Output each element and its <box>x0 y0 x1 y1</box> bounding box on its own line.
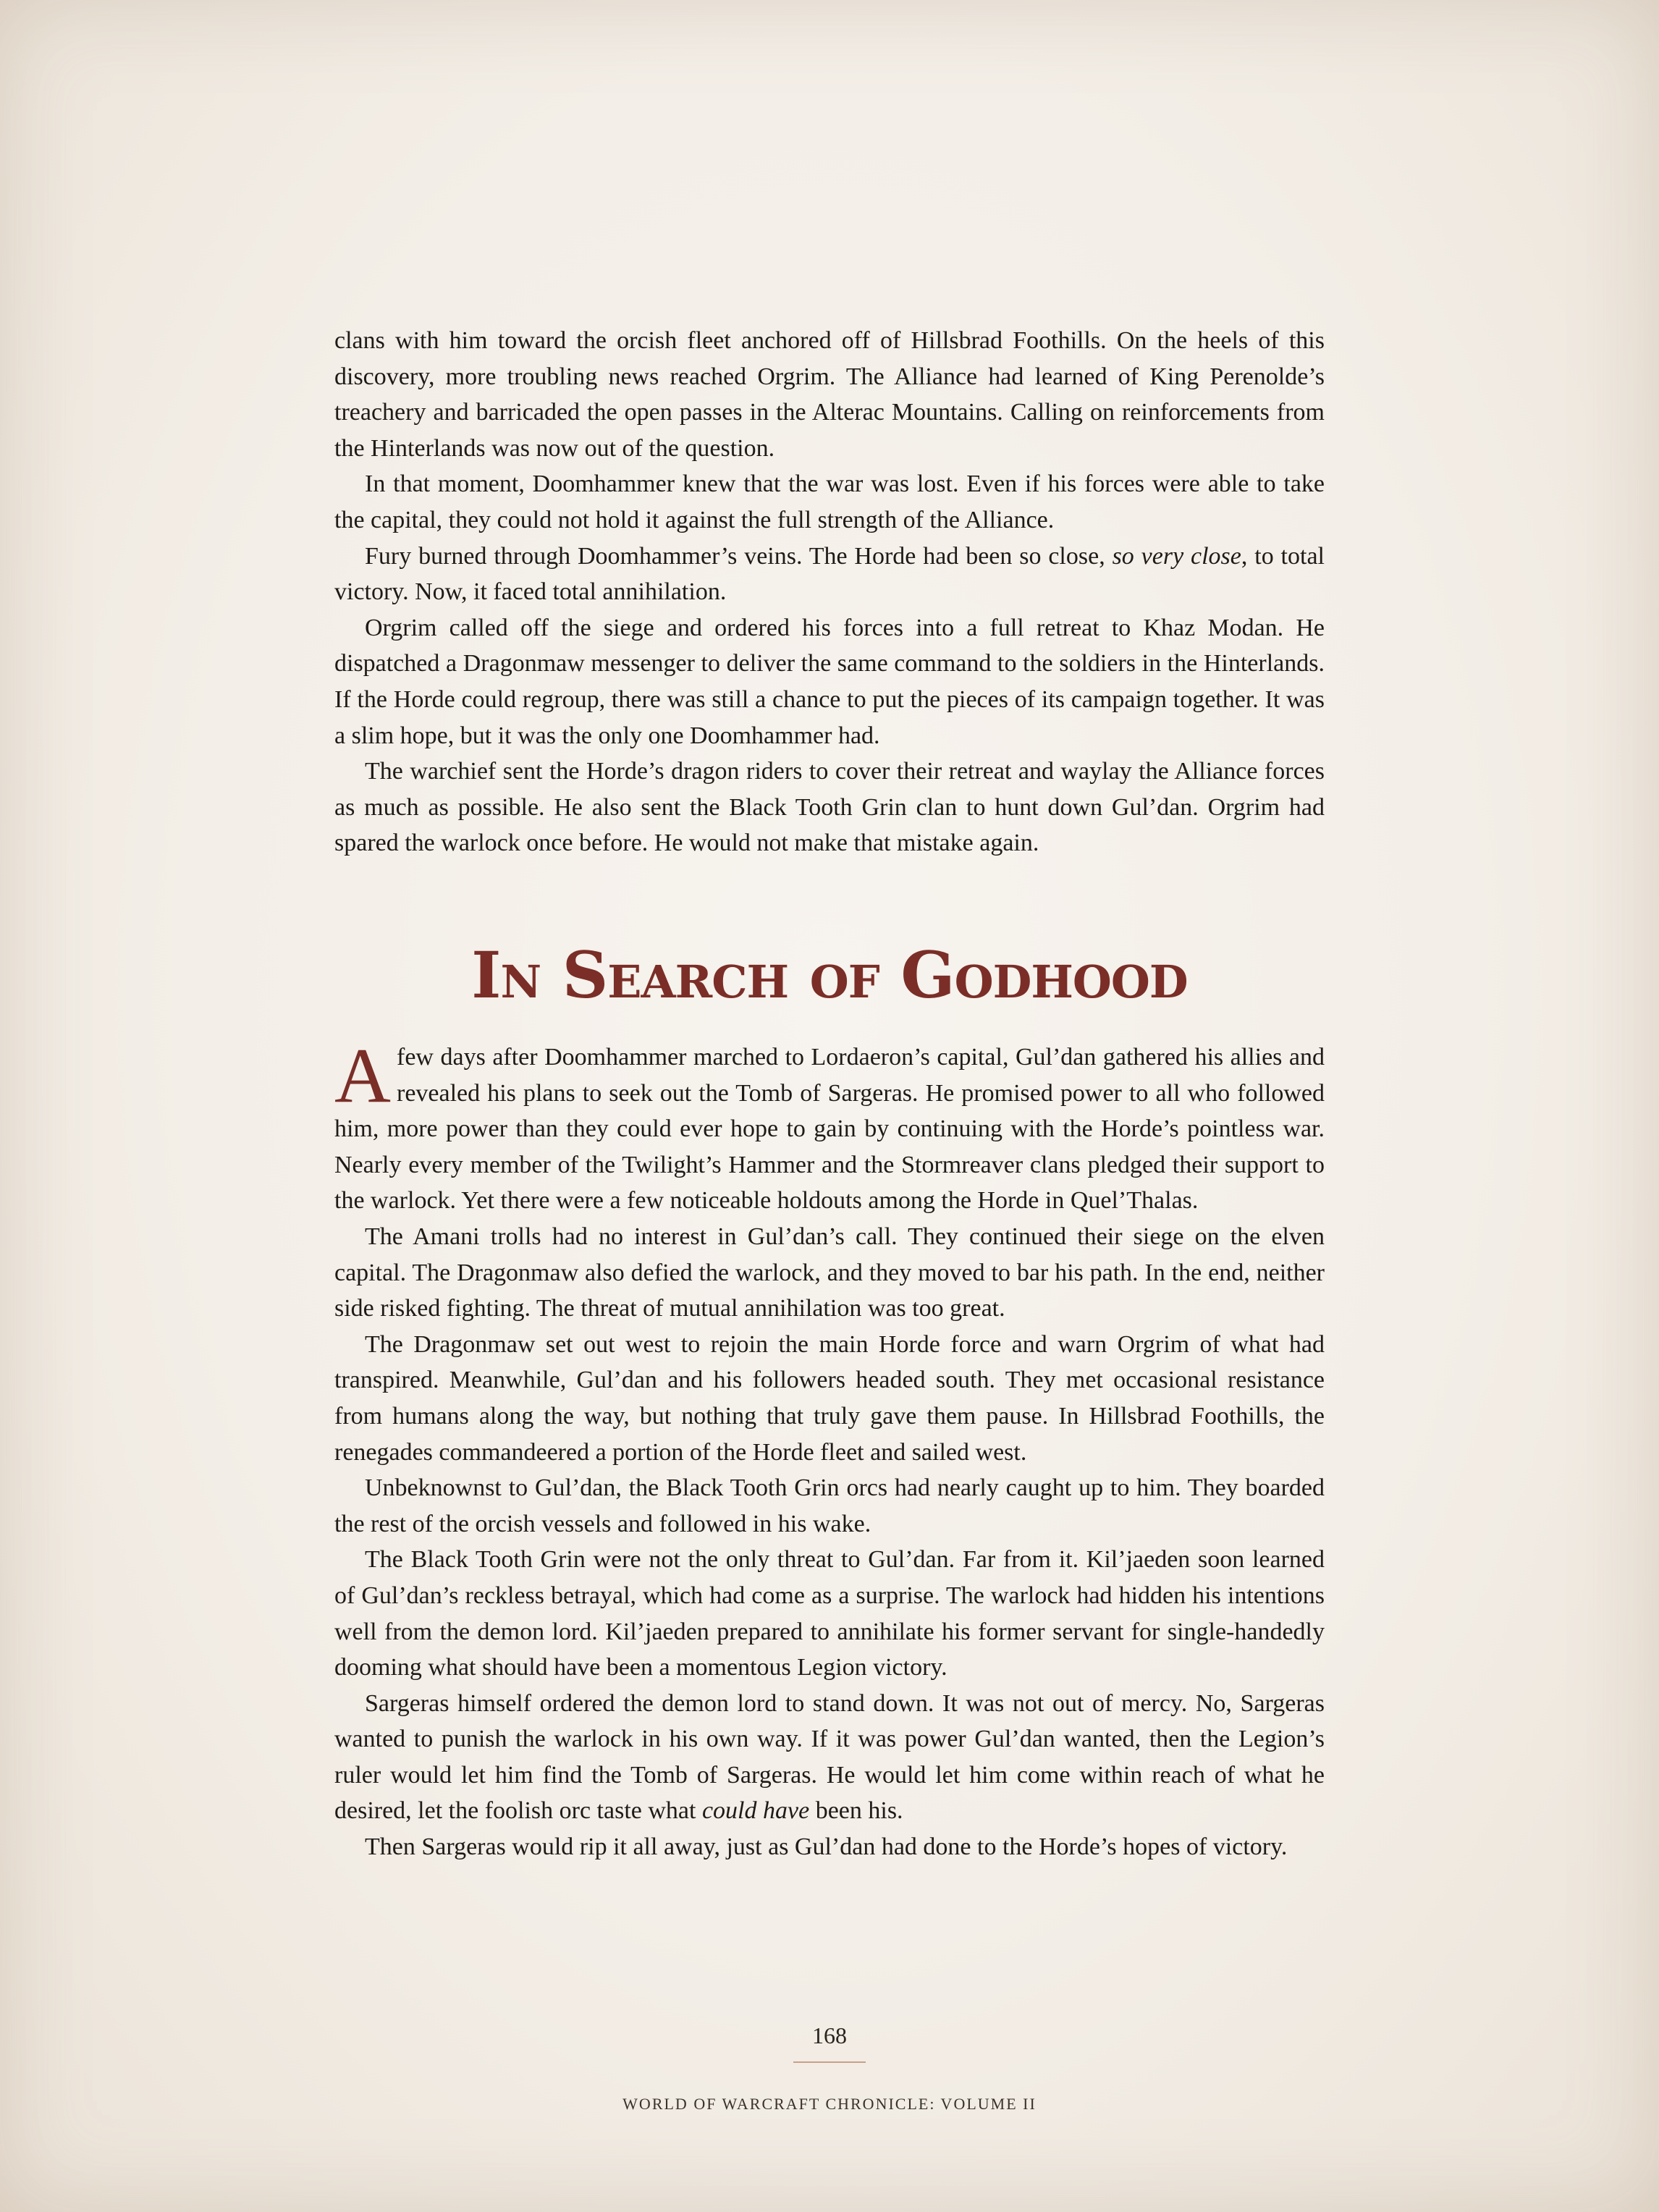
paragraph: The warchief sent the Horde’s dragon riders to cover their retreat and waylay the Alliance forces as much as possible. He also sent the Black Tooth Grin clan to hunt down Gul’dan. Orgrim had spared the warlock once before. He would not make that mistake again. <box>334 758 1325 857</box>
paragraph-with-dropcap <box>334 1033 1325 1219</box>
paragraph: Then Sargeras would rip it all away, just as Gul’dan had done to the Horde’s hopes of victory. <box>365 1833 1288 1861</box>
paragraph: clans with him toward the orcish fleet anchored off of Hillsbrad Foothills. On the heels of this discovery, more troubling news reached Orgrim. The Alliance had learned of King Perenolde’s treachery and barricaded the open passes in the Alterac Mountains. Calling on reinforcements from the Hinterlands was now out of the question. <box>334 327 1325 462</box>
paragraph-text: Fury burned through Doomhammer’s veins. The Horde had been so close, <box>365 542 1113 570</box>
footer-divider <box>793 2061 866 2063</box>
paragraph: In that moment, Doomhammer knew that the war was lost. Even if his forces were able to take the capital, they could not hold it against the full strength of the Alliance. <box>334 470 1325 533</box>
paragraph: Orgrim called off the siege and ordered his forces into a full retreat to Khaz Modan. He dispatched a Dragonmaw messenger to deliver the same command to the soldiers in the Hinterlands. If the Horde could regroup, there was still a chance to put the pieces of its campaign together. It was a slim hope, but it was the only one Doomhammer had. <box>334 614 1325 749</box>
italic-emphasis: so very close <box>1112 542 1241 570</box>
paragraph <box>334 1686 1325 1829</box>
italic-emphasis: could have <box>701 1797 810 1825</box>
body-text-top <box>334 323 1325 861</box>
section-title: In Search of Godhood <box>471 937 1188 1013</box>
running-footer-title: WORLD OF WARCRAFT CHRONICLE: VOLUME II <box>622 2095 1037 2113</box>
drop-cap: A <box>334 1033 391 1119</box>
paragraph-text: few days after Doomhammer marched to Lordaeron’s capital, Gul’dan gathered his allies and revealed his plans to seek out the Tomb of Sargeras. He promised power to all who followed him, more power than they could ever hope to gain by continuing with the Horde’s pointless war. Nearly every member of the Twilight’s Hammer and the Stormreaver clans pledged their support to the warlock. Yet there were a few noticeable holdouts among the Horde in Quel’Thalas. <box>334 1044 1325 1215</box>
paragraph: The Amani trolls had no interest in Gul’dan’s call. They continued their siege on the elven capital. The Dragonmaw also defied the warlock, and they moved to bar his path. In the end, neither side risked fighting. The threat of mutual annihilation was too great. <box>334 1223 1325 1322</box>
body-text-bottom <box>334 1033 1325 1865</box>
paragraph: The Dragonmaw set out west to rejoin the main Horde force and warn Orgrim of what had transpired. Meanwhile, Gul’dan and his followers headed south. They met occasional resistance from humans along the way, but nothing that truly gave them pause. In Hillsbrad Foothills, the renegades commandeered a portion of the Horde fleet and sailed west. <box>334 1330 1325 1466</box>
page-number: 168 <box>812 2022 847 2048</box>
paragraph: Unbeknownst to Gul’dan, the Black Tooth Grin orcs had nearly caught up to him. They boarded the rest of the orcish vessels and followed in his wake. <box>334 1474 1325 1537</box>
paragraph-text: , to total victory. Now, it faced total annihilation. <box>334 542 1325 606</box>
paragraph: The Black Tooth Grin were not the only threat to Gul’dan. Far from it. Kil’jaeden soon learned of Gul’dan’s reckless betrayal, which had come as a surprise. The warlock had hidden his intentions well from the demon lord. Kil’jaeden prepared to annihilate his former servant for single-handedly dooming what should have been a momentous Legion victory. <box>334 1546 1325 1681</box>
paragraph-text: Sargeras himself ordered the demon lord to stand down. It was not out of mercy. No, Sargeras wanted to punish the warlock in his own way. If it was power Gul’dan wanted, then the Legion’s ruler would let him find the Tomb of Sargeras. He would let him come within reach of what he desired, let the foolish orc taste what <box>334 1689 1325 1825</box>
paragraph <box>334 539 1325 610</box>
paragraph-text: been his. <box>809 1797 903 1825</box>
